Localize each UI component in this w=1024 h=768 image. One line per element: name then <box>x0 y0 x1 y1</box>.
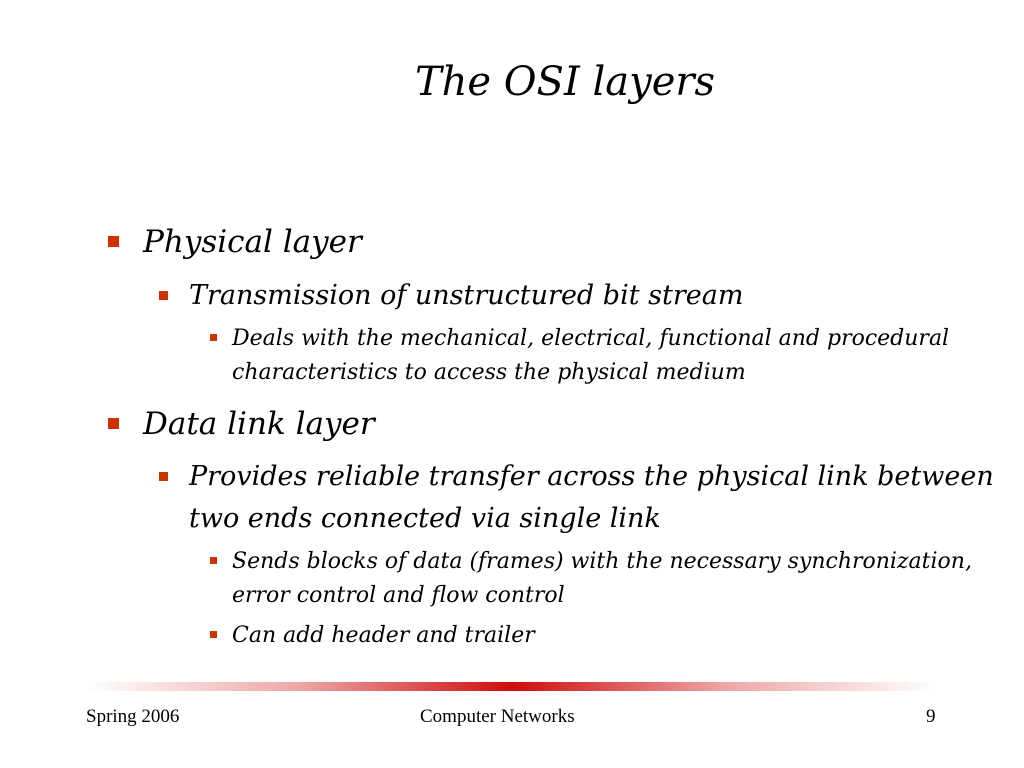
square-bullet-icon <box>210 334 217 341</box>
bullet-level3-can-add-header: Can add header and trailer <box>232 623 535 648</box>
footer-course-title: Computer Networks <box>420 706 575 727</box>
bullet-level2-transmission: Transmission of unstructured bit stream <box>189 280 744 311</box>
square-bullet-icon <box>108 418 119 429</box>
footer-date: Spring 2006 <box>86 706 180 727</box>
footer-divider <box>86 682 938 691</box>
square-bullet-icon <box>108 236 119 247</box>
bullet-level1-physical-layer: Physical layer <box>143 224 362 260</box>
bullet-text-line: characteristics to access the physical medium <box>232 360 746 385</box>
bullet-text-line: error control and flow control <box>232 583 565 608</box>
square-bullet-icon <box>210 631 217 638</box>
slide-number: 9 <box>926 706 936 727</box>
bullet-text-line: Sends blocks of data (frames) with the necessary synchronization, <box>232 549 972 574</box>
bullet-text-line: Provides reliable transfer across the physical link between <box>189 461 994 492</box>
bullet-level3-sends-blocks <box>232 545 972 613</box>
square-bullet-icon <box>210 557 217 564</box>
square-bullet-icon <box>159 291 168 300</box>
bullet-text-line: two ends connected via single link <box>189 503 661 534</box>
slide-title: The OSI layers <box>414 59 716 105</box>
square-bullet-icon <box>159 472 168 481</box>
bullet-level3-deals-with <box>232 322 949 390</box>
bullet-level2-provides-reliable <box>189 456 994 540</box>
bullet-text-line: Deals with the mechanical, electrical, functional and procedural <box>232 326 950 351</box>
bullet-level1-data-link-layer: Data link layer <box>143 406 375 442</box>
